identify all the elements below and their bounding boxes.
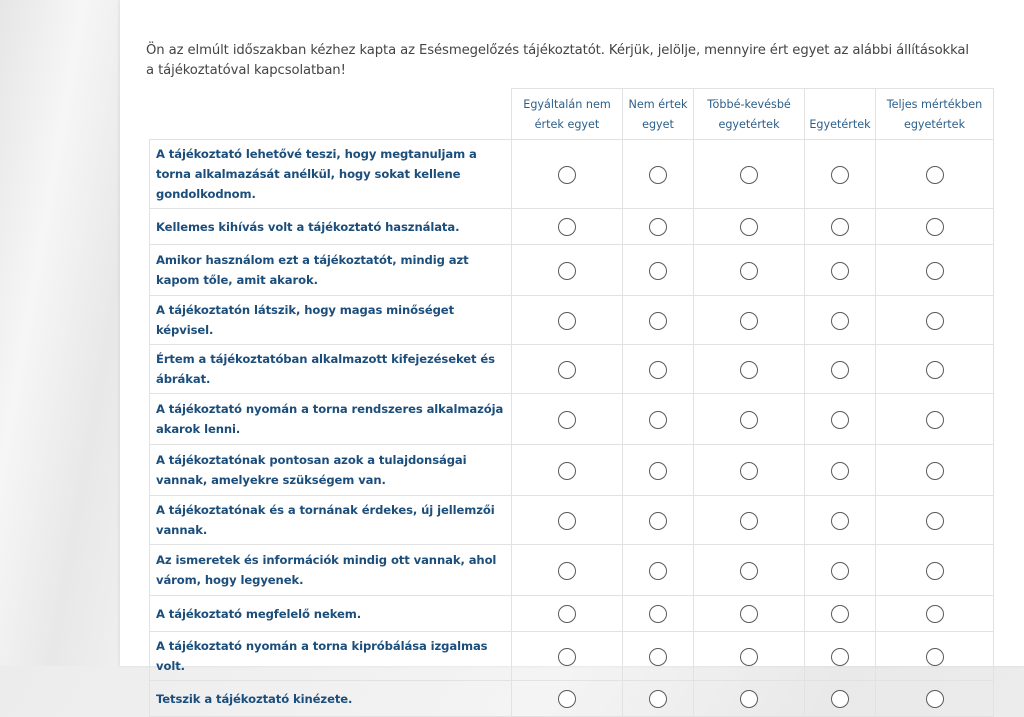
answer-cell — [623, 632, 694, 681]
answer-cell — [623, 296, 694, 345]
answer-cell — [805, 632, 876, 681]
statement-label: A tájékoztatónak és a tornának érdekes, új jellemzői vannak. — [150, 496, 512, 545]
answer-cell — [805, 545, 876, 596]
answer-radio[interactable] — [831, 218, 849, 236]
survey-panel — [120, 0, 1024, 706]
answer-radio[interactable] — [558, 166, 576, 184]
answer-cell — [876, 296, 994, 345]
answer-cell — [623, 545, 694, 596]
likert-matrix — [149, 88, 994, 717]
answer-cell — [512, 209, 623, 245]
answer-cell — [512, 140, 623, 209]
answer-radio[interactable] — [558, 218, 576, 236]
question-intro: Ön az elmúlt időszakban kézhez kapta az Esésmegelőzés tájékoztatót. Kérjük, jelölje, mennyire ért egyet az alábbi állításokkal a tájékoztatóval kapcsolatban! — [146, 43, 969, 78]
answer-radio[interactable] — [649, 605, 667, 623]
answer-cell — [694, 245, 805, 296]
answer-radio[interactable] — [831, 690, 849, 708]
answer-radio[interactable] — [740, 605, 758, 623]
statement-label: Amikor használom ezt a tájékoztatót, mindig azt kapom tőle, amit akarok. — [150, 245, 512, 296]
answer-radio[interactable] — [558, 462, 576, 480]
statement-row — [150, 596, 994, 632]
answer-radio[interactable] — [740, 361, 758, 379]
answer-radio[interactable] — [831, 411, 849, 429]
answer-cell — [876, 345, 994, 394]
answer-cell — [623, 496, 694, 545]
column-header: Egyáltalán nem értek egyet — [512, 89, 623, 140]
answer-radio[interactable] — [740, 411, 758, 429]
answer-cell — [876, 596, 994, 632]
answer-cell — [694, 596, 805, 632]
answer-cell — [694, 632, 805, 681]
matrix-header-row — [150, 89, 994, 140]
answer-cell — [623, 596, 694, 632]
statement-row — [150, 681, 994, 717]
answer-radio[interactable] — [926, 562, 944, 580]
answer-cell — [623, 445, 694, 496]
answer-cell — [623, 345, 694, 394]
answer-radio[interactable] — [926, 648, 944, 666]
answer-cell — [694, 345, 805, 394]
answer-radio[interactable] — [649, 512, 667, 530]
answer-cell — [512, 596, 623, 632]
answer-cell — [805, 345, 876, 394]
answer-radio[interactable] — [740, 312, 758, 330]
answer-cell — [694, 140, 805, 209]
answer-cell — [694, 394, 805, 445]
answer-radio[interactable] — [926, 166, 944, 184]
answer-radio[interactable] — [926, 312, 944, 330]
answer-cell — [876, 445, 994, 496]
answer-radio[interactable] — [831, 262, 849, 280]
answer-radio[interactable] — [740, 462, 758, 480]
answer-cell — [694, 681, 805, 717]
answer-radio[interactable] — [831, 462, 849, 480]
answer-radio[interactable] — [740, 512, 758, 530]
answer-radio[interactable] — [831, 648, 849, 666]
column-header: Többé-kevésbé egyetértek — [694, 89, 805, 140]
answer-cell — [694, 496, 805, 545]
answer-radio[interactable] — [649, 361, 667, 379]
answer-cell — [876, 545, 994, 596]
statement-label: Az ismeretek és információk mindig ott vannak, ahol várom, hogy legyenek. — [150, 545, 512, 596]
answer-cell — [512, 681, 623, 717]
column-header: Nem értek egyet — [623, 89, 694, 140]
answer-radio[interactable] — [558, 361, 576, 379]
answer-radio[interactable] — [926, 411, 944, 429]
answer-cell — [876, 496, 994, 545]
answer-radio[interactable] — [926, 218, 944, 236]
matrix-corner — [150, 89, 512, 140]
answer-radio[interactable] — [649, 462, 667, 480]
answer-radio[interactable] — [740, 562, 758, 580]
answer-radio[interactable] — [649, 562, 667, 580]
page-background — [0, 0, 122, 666]
answer-cell — [876, 632, 994, 681]
answer-radio[interactable] — [926, 512, 944, 530]
statement-label: A tájékoztató megfelelő nekem. — [150, 596, 512, 632]
answer-cell — [512, 445, 623, 496]
statement-row — [150, 245, 994, 296]
answer-cell — [694, 545, 805, 596]
column-header: Teljes mértékben egyetértek — [876, 89, 994, 140]
answer-cell — [694, 445, 805, 496]
statement-label: A tájékoztató nyomán a torna rendszeres alkalmazója akarok lenni. — [150, 394, 512, 445]
statement-label: A tájékoztatónak pontosan azok a tulajdonságai vannak, amelyekre szükségem van. — [150, 445, 512, 496]
answer-cell — [805, 245, 876, 296]
statement-label: A tájékoztatón látszik, hogy magas minőséget képvisel. — [150, 296, 512, 345]
answer-radio[interactable] — [558, 562, 576, 580]
answer-cell — [805, 681, 876, 717]
answer-radio[interactable] — [926, 462, 944, 480]
statement-label: Értem a tájékoztatóban alkalmazott kifejezéseket és ábrákat. — [150, 345, 512, 394]
answer-cell — [512, 496, 623, 545]
answer-cell — [805, 596, 876, 632]
answer-cell — [512, 545, 623, 596]
answer-radio[interactable] — [649, 166, 667, 184]
answer-radio[interactable] — [926, 690, 944, 708]
answer-radio[interactable] — [831, 312, 849, 330]
statement-row — [150, 394, 994, 445]
answer-cell — [805, 140, 876, 209]
answer-radio[interactable] — [740, 218, 758, 236]
answer-radio[interactable] — [740, 690, 758, 708]
answer-cell — [694, 296, 805, 345]
answer-cell — [623, 394, 694, 445]
statement-label: A tájékoztató nyomán a torna kipróbálása izgalmas volt. — [150, 632, 512, 681]
answer-radio[interactable] — [831, 166, 849, 184]
answer-cell — [623, 140, 694, 209]
answer-cell — [512, 296, 623, 345]
answer-radio[interactable] — [740, 262, 758, 280]
answer-cell — [876, 681, 994, 717]
statement-label: A tájékoztató lehetővé teszi, hogy megtanuljam a torna alkalmazását anélkül, hogy sokat kellene gondolkodnom. — [150, 140, 512, 209]
statement-row — [150, 496, 994, 545]
answer-radio[interactable] — [831, 605, 849, 623]
statement-row — [150, 209, 994, 245]
answer-cell — [876, 245, 994, 296]
statement-row — [150, 632, 994, 681]
answer-radio[interactable] — [831, 512, 849, 530]
answer-radio[interactable] — [558, 648, 576, 666]
answer-radio[interactable] — [740, 166, 758, 184]
answer-cell — [805, 496, 876, 545]
answer-radio[interactable] — [649, 312, 667, 330]
answer-radio[interactable] — [649, 648, 667, 666]
answer-radio[interactable] — [558, 411, 576, 429]
answer-radio[interactable] — [649, 411, 667, 429]
answer-radio[interactable] — [926, 361, 944, 379]
statement-row — [150, 545, 994, 596]
answer-radio[interactable] — [558, 512, 576, 530]
answer-radio[interactable] — [926, 605, 944, 623]
answer-radio[interactable] — [740, 648, 758, 666]
answer-cell — [512, 394, 623, 445]
answer-radio[interactable] — [558, 312, 576, 330]
answer-radio[interactable] — [649, 262, 667, 280]
answer-cell — [805, 209, 876, 245]
statement-row — [150, 140, 994, 209]
answer-cell — [876, 140, 994, 209]
statement-label: Tetszik a tájékoztató kinézete. — [150, 681, 512, 717]
answer-radio[interactable] — [558, 690, 576, 708]
answer-cell — [623, 209, 694, 245]
answer-cell — [805, 296, 876, 345]
answer-cell — [694, 209, 805, 245]
answer-cell — [512, 345, 623, 394]
answer-cell — [512, 632, 623, 681]
answer-radio[interactable] — [926, 262, 944, 280]
answer-cell — [805, 394, 876, 445]
statement-row — [150, 296, 994, 345]
answer-cell — [805, 445, 876, 496]
answer-cell — [623, 245, 694, 296]
answer-cell — [876, 209, 994, 245]
statement-label: Kellemes kihívás volt a tájékoztató használata. — [150, 209, 512, 245]
statement-row — [150, 445, 994, 496]
column-header: Egyetértek — [805, 89, 876, 140]
answer-radio[interactable] — [831, 562, 849, 580]
answer-cell — [512, 245, 623, 296]
answer-radio[interactable] — [649, 218, 667, 236]
answer-cell — [623, 681, 694, 717]
answer-radio[interactable] — [558, 605, 576, 623]
answer-radio[interactable] — [649, 690, 667, 708]
answer-cell — [876, 394, 994, 445]
answer-radio[interactable] — [558, 262, 576, 280]
statement-row — [150, 345, 994, 394]
answer-radio[interactable] — [831, 361, 849, 379]
